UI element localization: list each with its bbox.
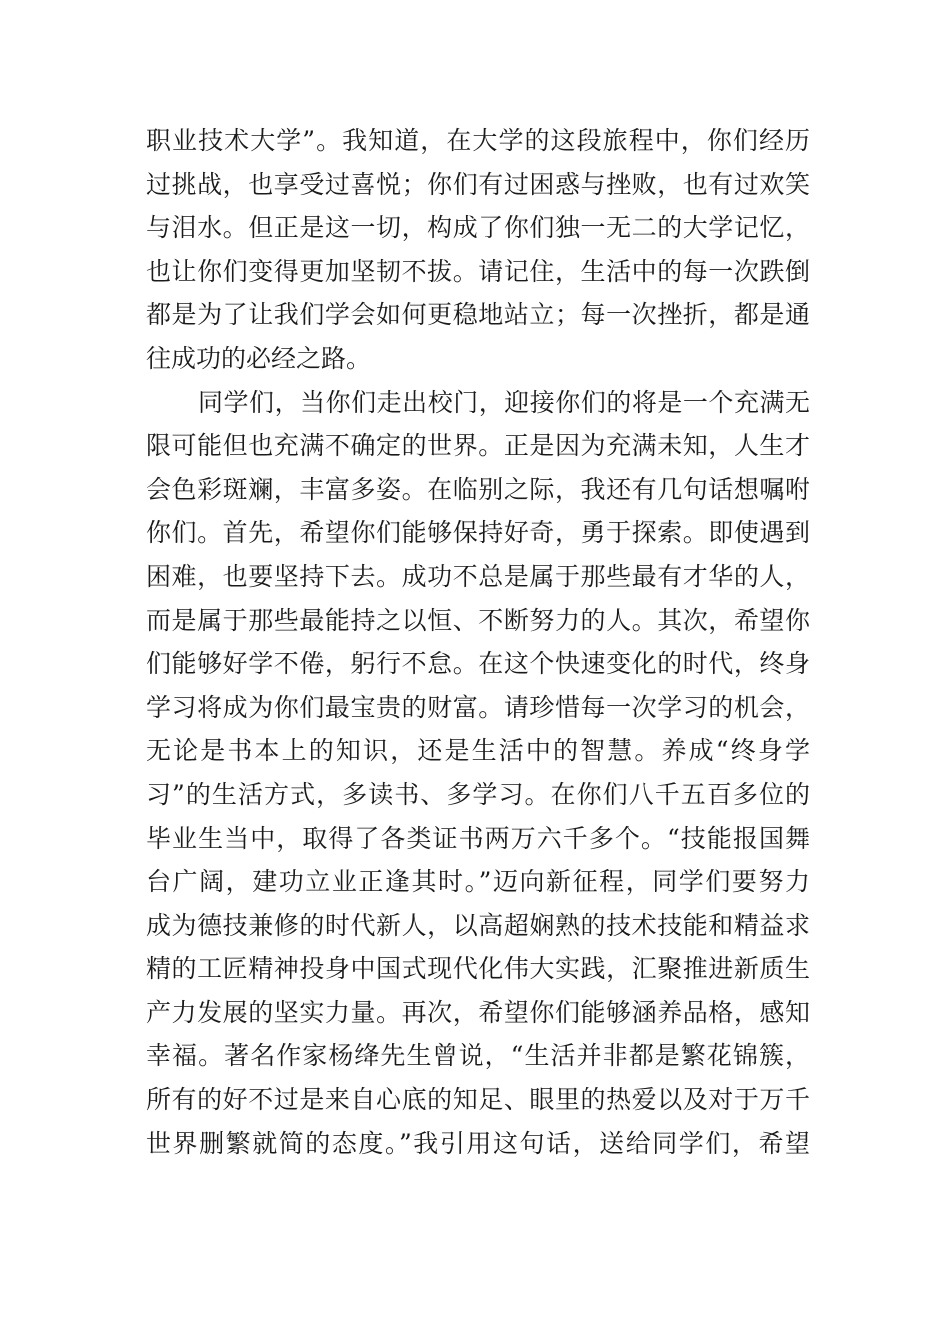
text-line: 成为德技兼修的时代新人，以高超娴熟的技术技能和精益求 [146, 910, 810, 940]
text-line: 学习将成为你们最宝贵的财富。请珍惜每一次学习的机会， [146, 692, 810, 722]
text-line: 会色彩斑斓，丰富多姿。在临别之际，我还有几句话想嘱咐 [146, 474, 810, 504]
text-line: 世界删繁就简的态度。”我引用这句话，送给同学们，希望 [146, 1128, 810, 1158]
paragraph-first-line: 同学们，当你们走出校门，迎接你们的将是一个充满无 [198, 387, 810, 417]
text-line: 精的工匠精神投身中国式现代化伟大实践，汇聚推进新质生 [146, 954, 810, 984]
text-line: 所有的好不过是来自心底的知足、眼里的热爱以及对于万千 [146, 1085, 810, 1115]
text-line: 幸福。著名作家杨绛先生曾说，“生活并非都是繁花锦簇， [146, 1041, 810, 1071]
text-line: 你们。首先，希望你们能够保持好奇，勇于探索。即使遇到 [146, 518, 810, 548]
text-line: 产力发展的坚实力量。再次，希望你们能够涵养品格，感知 [146, 997, 810, 1027]
text-line: 困难，也要坚持下去。成功不总是属于那些最有才华的人， [146, 561, 810, 591]
text-line: 过挑战，也享受过喜悦；你们有过困惑与挫败，也有过欢笑 [146, 169, 810, 199]
text-line: 职业技术大学”。我知道，在大学的这段旅程中，你们经历 [146, 126, 810, 155]
text-line: 无论是书本上的知识，还是生活中的智慧。养成“终身学 [146, 736, 810, 766]
text-line: 们能够好学不倦，躬行不怠。在这个快速变化的时代，终身 [146, 649, 810, 679]
text-line: 与泪水。但正是这一切，构成了你们独一无二的大学记忆， [146, 213, 810, 243]
text-line: 习”的生活方式，多读书、多学习。在你们八千五百多位的 [146, 779, 810, 809]
body-text [146, 119, 810, 1165]
text-line: 台广阔，建功立业正逢其时。”迈向新征程，同学们要努力 [146, 867, 810, 897]
text-line: 都是为了让我们学会如何更稳地站立；每一次挫折，都是通 [146, 300, 810, 330]
text-line: 也让你们变得更加坚韧不拔。请记住，生活中的每一次跌倒 [146, 256, 810, 286]
text-line: 往成功的必经之路。 [146, 343, 372, 373]
text-line: 而是属于那些最能持之以恒、不断努力的人。其次，希望你 [146, 605, 810, 635]
text-line: 毕业生当中，取得了各类证书两万六千多个。“技能报国舞 [146, 823, 810, 853]
text-line: 限可能但也充满不确定的世界。正是因为充满未知，人生才 [146, 431, 810, 461]
